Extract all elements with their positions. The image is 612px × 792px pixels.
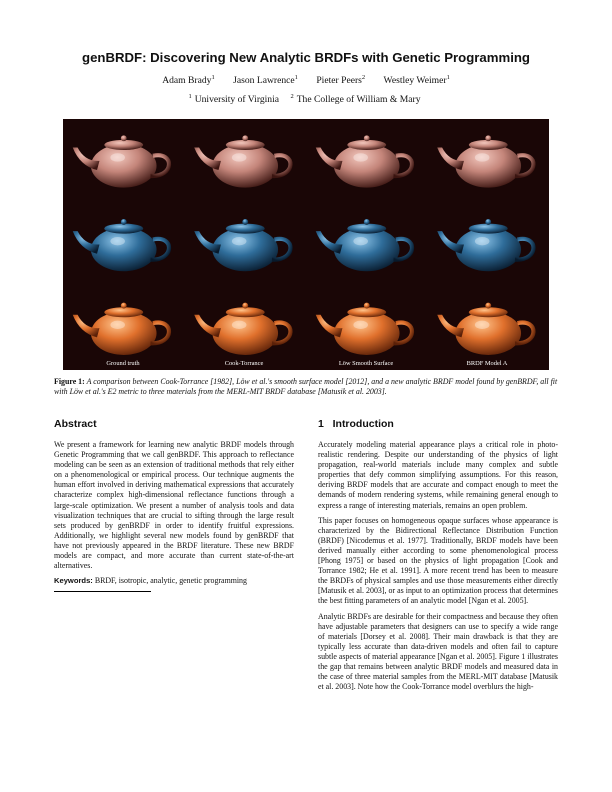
teapot-grid-image [63,119,549,370]
teapot-render [437,219,533,271]
figure-caption: Figure 1: A comparison between Cook-Torrance [1982], Löw et al.'s smooth surface model [2012], and a new analytic BRDF model found by genBRDF, all fit with Löw et al.'s E2 metric to three materials from the MERL-MIT BRDF database [Matusik et al. 2003]. [54,377,558,396]
affiliation: $^2$ The College of William & Mary [290,92,421,105]
author: Adam Brady$^1$ [162,73,215,86]
author: Pieter Peers$^2$ [316,73,366,86]
affiliation: $^1$ University of Virginia [188,92,280,105]
teapot-render [316,135,412,187]
figure-column-label: Cook-Torrance [224,360,264,367]
left-column [54,418,294,592]
abstract-text: We present a framework for learning new analytic BRDF models through Genetic Programming that we call genBRDF. This approach to reflectance modeling can be seen as an extension of traditional methods that rely either on a phenomenological or empirical process. Our technique augments the human effort involved in deriving mathematical expressions that accurately characterize complex high-dimensional reflectance functions through a large-scale optimization. We present a number of analysis tools and data visualization techniques that are crucial to sifting through the large result sets produced by genBRDF in order to identify fruitful expressions. Additionally, we highlight several new models found by genBRDF that have not previously appeared in the BRDF literature. These new BRDF models are compact, and more accurate than current state-of-the-art alternatives. [54,440,294,571]
figure-column-label: BRDF Model A [466,360,508,367]
teapot-render [437,303,533,355]
teapot-render [73,219,169,271]
teaser-figure [63,119,549,370]
author: Westley Weimer$^1$ [383,73,450,86]
right-column [318,418,558,697]
figure-column-label: Löw Smooth Surface [338,360,394,367]
teapot-render [194,135,290,187]
footnote-rule [54,591,151,592]
teapot-render [437,135,533,187]
teapot-render [194,303,290,355]
teapot-render [316,303,412,355]
teapot-render [73,303,169,355]
affiliation-list [0,94,612,105]
section-heading: 1 Introduction [318,418,394,430]
abstract-heading: Abstract [54,418,97,430]
paragraph: Accurately modeling material appearance plays a critical role in photo-realistic rendering. Despite our understanding of the physics of light propagation, real-world materials include many complex and subtle properties that defy common simplifying assumptions. For this reason, deriving BRDF models that are accurate and compact enough to meet the demands of modern rendering systems, while remaining general enough to express a range of interesting materials, remains an open problem. [318,440,558,510]
author-list [0,75,612,86]
teapot-render [194,219,290,271]
keywords: Keywords: BRDF, isotropic, analytic, genetic programming [54,576,247,586]
paragraph: Analytic BRDFs are desirable for their compactness and because they often have adjustable parameters that designers can use to specify a wide range of materials [Dorsey et al. 2008]. Their main drawback is that they are typically less accurate than data-driven models and often fail to capture subtle aspects of material appearance [Ngan et al. 2005]. Figure 1 illustrates the gap that remains between analytic BRDF models and measured data in the case of three material samples from the MERL-MIT database [Matusik et al. 2003]. Note how the Cook-Torrance model overblurs the high- [318,611,558,692]
teapot-render [73,135,169,187]
figure-column-label: Ground truth [106,360,140,367]
author: Jason Lawrence$^1$ [233,73,298,86]
paper-title: genBRDF: Discovering New Analytic BRDFs with Genetic Programming [82,50,530,65]
teapot-render [316,219,412,271]
paragraph: This paper focuses on homogeneous opaque surfaces whose appearance is characterized by the Bidirectional Reflectance Distribution Function (BRDF) [Nicodemus et al. 1977]. Traditionally, BRDF models have been derived manually either according to some phenomenological process [Phong 1975] or based on the physics of light propagation [Cook and Torrance 1982; He et al. 1991]. A more recent trend has been to measure the BRDFs of physical samples and use those measurements either directly [Matusik et al. 2003], or as input to an optimization process that determines the best fitting parameters of an analytic model [Ngan et al. 2005]. [318,515,558,606]
